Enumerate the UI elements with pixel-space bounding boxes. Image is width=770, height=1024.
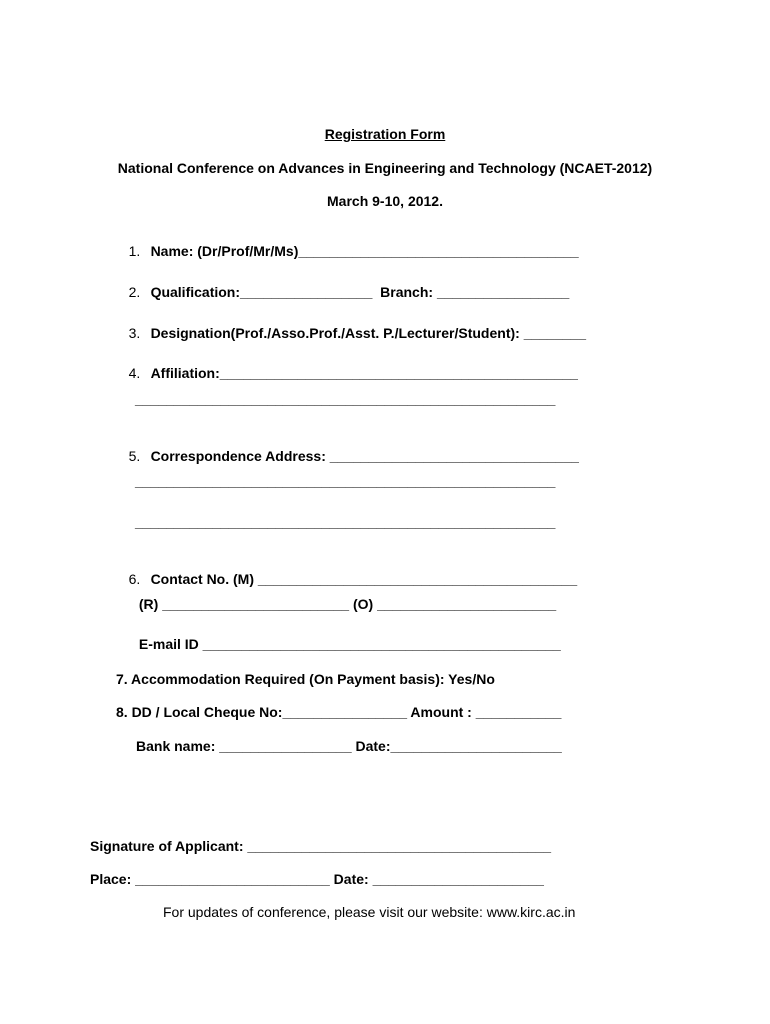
item-number: 1.	[128, 243, 141, 259]
item-number: 5.	[128, 448, 141, 464]
field-email: E-mail ID ______________________________________________	[135, 636, 561, 652]
field-label: Contact No. (M) _________________________________________	[150, 571, 578, 587]
field-affiliation-continued: ______________________________________________________	[135, 391, 556, 407]
field-address-line-3: ______________________________________________________	[135, 514, 556, 530]
field-bank-name: Bank name: _________________ Date:______________________	[136, 738, 562, 754]
field-accommodation: 7. Accommodation Required (On Payment basis): Yes/No	[116, 671, 495, 687]
field-affiliation	[113, 349, 578, 397]
item-number: 3.	[128, 325, 141, 341]
conference-name: National Conference on Advances in Engineering and Technology (NCAET-2012)	[117, 160, 653, 176]
item-number: 6.	[128, 571, 141, 587]
field-label: Name: (Dr/Prof/Mr/Ms)____________________________________	[150, 243, 579, 259]
item-number: 2.	[128, 284, 141, 300]
conference-dates: March 9-10, 2012.	[327, 193, 443, 209]
field-contact-residence-office: (R) ________________________ (O) _______________________	[135, 596, 557, 612]
field-label: Designation(Prof./Asso.Prof./Asst. P./Lecturer/Student): ________	[150, 325, 586, 341]
field-place-date: Place: _________________________ Date: ______________________	[90, 871, 544, 887]
field-label: Qualification:_________________ Branch: _________________	[150, 284, 570, 300]
field-dd-cheque: 8. DD / Local Cheque No:________________ Amount : ___________	[116, 704, 562, 720]
footer-website-note: For updates of conference, please visit our website: www.kirc.ac.in	[163, 904, 576, 920]
field-label: Correspondence Address: ________________________________	[150, 448, 579, 464]
item-number: 4.	[128, 365, 141, 381]
field-label: Affiliation:______________________________________________	[150, 365, 578, 381]
field-address-line-2: ______________________________________________________	[135, 473, 556, 489]
form-title: Registration Form	[324, 126, 446, 142]
field-signature: Signature of Applicant: _______________________________________	[90, 838, 552, 854]
